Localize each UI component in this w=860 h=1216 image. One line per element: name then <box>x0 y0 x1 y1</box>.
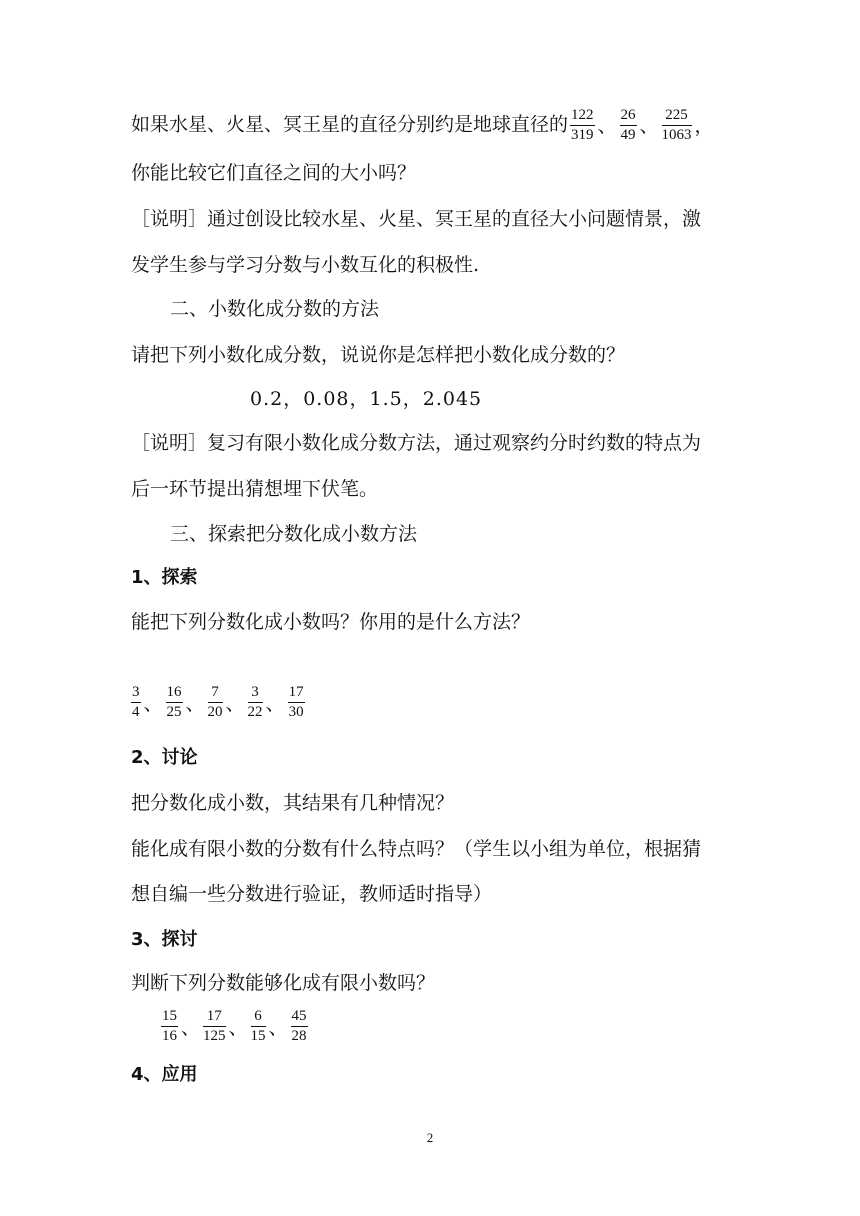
discuss-line-2: 能化成有限小数的分数有什么特点吗？（学生以小组为单位，根据猜 <box>131 838 702 860</box>
separator: 、 <box>181 1017 201 1039</box>
end-comma: ， <box>694 114 714 137</box>
intro-line-1 <box>131 107 715 144</box>
separator: 、 <box>225 693 245 715</box>
fraction: $\frac{7}{20}$ <box>207 684 223 720</box>
intro-text: 如果水星、火星、冥王星的直径分别约是地球直径的 <box>131 113 569 136</box>
separator: 、 <box>268 1017 288 1039</box>
probe-heading: 3、探讨 <box>131 929 198 950</box>
separator: 、 <box>639 114 659 137</box>
fraction: $\frac{3}{22}$ <box>247 684 263 720</box>
explore-fraction-row <box>129 684 307 721</box>
separator: 、 <box>185 693 205 715</box>
intro-line-2: 你能比较它们直径之间的大小吗？ <box>131 162 417 184</box>
section-2-title: 二、小数化成分数的方法 <box>170 298 380 320</box>
section-2-note-line-2: 后一环节提出猜想埋下伏笔。 <box>131 478 379 500</box>
fraction: $\frac{122}{319}$ <box>571 107 594 143</box>
section-3-title: 三、探索把分数化成小数方法 <box>170 523 418 545</box>
fraction: $\frac{17}{125}$ <box>203 1008 226 1044</box>
separator: 、 <box>228 1017 248 1039</box>
fraction: $\frac{26}{49}$ <box>620 107 636 143</box>
explore-prompt: 能把下列分数化成小数吗？你用的是什么方法？ <box>131 611 531 633</box>
fraction: $\frac{15}{16}$ <box>162 1008 177 1044</box>
explore-heading: 1、探索 <box>131 567 198 588</box>
separator: 、 <box>265 693 285 715</box>
fraction: $\frac{16}{25}$ <box>166 684 182 720</box>
apply-heading: 4、应用 <box>131 1064 198 1085</box>
fraction: $\frac{6}{15}$ <box>250 1008 266 1044</box>
section-2-prompt: 请把下列小数化成分数，说说你是怎样把小数化成分数的？ <box>131 344 626 366</box>
discuss-heading: 2、讨论 <box>131 747 198 768</box>
separator: 、 <box>597 114 617 137</box>
intro-note-line-2: 发学生参与学习分数与小数互化的积极性. <box>131 254 480 276</box>
probe-prompt: 判断下列分数能够化成有限小数吗？ <box>131 972 436 994</box>
separator: 、 <box>143 693 163 715</box>
discuss-line-1: 把分数化成小数，其结果有几种情况？ <box>131 792 455 814</box>
page-number: 2 <box>426 1130 434 1145</box>
fraction: $\frac{225}{1063}$ <box>661 107 692 143</box>
intro-note-line-1: ［说明］通过创设比较水星、火星、冥王星的直径大小问题情景，激 <box>131 208 702 230</box>
section-2-decimals: 0.2，0.08，1.5，2.045 <box>250 388 483 410</box>
probe-fraction-row <box>159 1008 310 1045</box>
discuss-line-3: 想自编一些分数进行验证，教师适时指导） <box>131 883 493 905</box>
fraction: $\frac{45}{28}$ <box>291 1008 307 1044</box>
section-2-note-line-1: ［说明］复习有限小数化成分数方法，通过观察约分时约数的特点为 <box>131 432 702 454</box>
fraction: $\frac{3}{4}$ <box>132 684 140 720</box>
fraction: $\frac{17}{30}$ <box>288 684 304 720</box>
